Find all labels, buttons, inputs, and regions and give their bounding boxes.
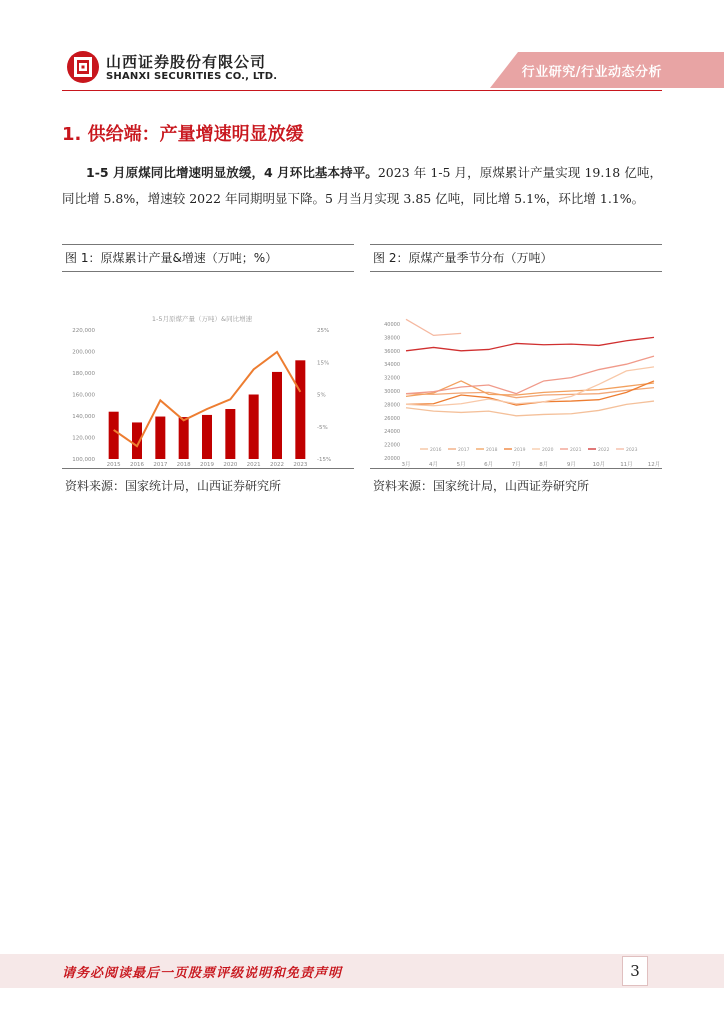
x-tick-label: 4月 — [429, 462, 439, 468]
x-tick-label: 2018 — [176, 462, 191, 468]
y-left-tick-label: 160,000 — [72, 392, 95, 399]
bar — [202, 415, 212, 459]
bar — [179, 417, 189, 459]
y-left-tick-label: 200,000 — [72, 349, 95, 356]
x-tick-label: 2015 — [106, 462, 121, 468]
bar — [272, 372, 282, 459]
legend-label: 2016 — [430, 448, 442, 453]
company-name-cn: 山西证券股份有限公司 — [106, 53, 267, 71]
bar — [109, 412, 119, 459]
company-name-en: SHANXI SECURITIES CO., LTD. — [106, 71, 278, 82]
x-tick-label: 2019 — [200, 462, 214, 468]
x-tick-label: 9月 — [566, 462, 576, 468]
legend-label: 2023 — [626, 448, 638, 453]
y-tick-label: 22000 — [384, 442, 400, 449]
y-right-tick-label: -15% — [317, 457, 332, 463]
y-right-tick-label: 15% — [317, 360, 330, 367]
y-tick-label: 38000 — [384, 335, 400, 342]
legend-label: 2018 — [486, 448, 498, 453]
y-left-tick-label: 220,000 — [72, 328, 95, 334]
header-divider — [62, 90, 662, 91]
chart-1-title: 1-5月原煤产量（万吨）&同比增速 — [151, 315, 253, 323]
legend-label: 2022 — [598, 448, 610, 453]
page-number: 3 — [622, 956, 648, 986]
legend-label: 2020 — [542, 448, 554, 453]
figure-1-title: 图 1：原煤累计产量&增速（万吨；%） — [62, 244, 354, 272]
y-right-tick-label: -5% — [317, 424, 328, 431]
y-tick-label: 28000 — [384, 402, 400, 409]
y-left-tick-label: 120,000 — [72, 435, 95, 442]
company-logo-icon — [66, 50, 100, 84]
y-tick-label: 36000 — [384, 348, 400, 355]
x-tick-label: 11月 — [620, 462, 633, 468]
summary-lead: 1-5 月原煤同比增速明显放缓，4 月环比基本持平。 — [86, 165, 378, 180]
figure-2-title: 图 2：原煤产量季节分布（万吨） — [370, 244, 662, 272]
figure-1 — [62, 244, 354, 494]
page-header — [0, 0, 724, 95]
bar — [155, 417, 165, 459]
x-tick-label: 7月 — [511, 462, 521, 468]
y-left-tick-label: 180,000 — [72, 371, 95, 377]
x-tick-label: 6月 — [484, 462, 494, 468]
figure-2-source: 资料来源：国家统计局，山西证券研究所 — [373, 479, 590, 493]
y-left-tick-label: 140,000 — [72, 414, 95, 420]
legend-label: 2021 — [570, 448, 582, 453]
y-right-tick-label: 25% — [317, 328, 330, 334]
seasonal-production-chart — [370, 272, 662, 468]
x-tick-label: 2017 — [153, 462, 168, 468]
disclaimer-notice: 请务必阅读最后一页股票评级说明和免责声明 — [62, 966, 343, 981]
figure-1-body — [62, 272, 354, 469]
x-tick-label: 2023 — [293, 462, 308, 468]
bar — [249, 395, 259, 460]
section-title: 1. 供给端：产量增速明显放缓 — [62, 124, 304, 145]
y-tick-label: 24000 — [384, 429, 400, 436]
legend-label: 2019 — [514, 448, 526, 453]
legend-label: 2017 — [458, 448, 470, 453]
figure-2-body — [370, 272, 662, 469]
summary-body: 2023 年 1-5 月，原煤累计产量实现 19.18 亿吨，同比增 5.8%，增速较 2022 年同期明显下降。5 月当月实现 3.85 亿吨，同比增 5.1%，环比增 1.1%。 — [62, 165, 662, 206]
series-line-2019 — [406, 381, 654, 405]
x-tick-label: 2020 — [223, 462, 238, 468]
x-tick-label: 10月 — [592, 462, 606, 468]
report-type-label: 行业研究/行业动态分析 — [521, 65, 662, 80]
y-tick-label: 20000 — [384, 456, 400, 462]
series-line-2023 — [406, 319, 461, 335]
figure-1-source: 资料来源：国家统计局，山西证券研究所 — [65, 479, 282, 493]
x-tick-label: 5月 — [456, 462, 466, 468]
production-growth-chart — [62, 272, 354, 468]
y-left-tick-label: 100,000 — [72, 457, 95, 463]
x-tick-label: 2022 — [270, 462, 284, 468]
y-tick-label: 30000 — [384, 389, 400, 395]
bar — [225, 409, 235, 459]
series-line-2022 — [406, 337, 654, 350]
y-tick-label: 26000 — [384, 415, 400, 422]
x-tick-label: 8月 — [539, 462, 549, 468]
figure-2 — [370, 244, 662, 494]
y-tick-label: 40000 — [384, 322, 400, 328]
x-tick-label: 3月 — [401, 462, 411, 468]
y-tick-label: 32000 — [384, 375, 400, 382]
summary-paragraph — [62, 160, 662, 212]
x-tick-label: 12月 — [647, 462, 661, 468]
y-tick-label: 34000 — [384, 362, 400, 369]
series-line-2020 — [406, 367, 654, 406]
x-tick-label: 2016 — [130, 462, 144, 468]
bar — [295, 360, 305, 459]
x-tick-label: 2021 — [246, 462, 261, 468]
y-right-tick-label: 5% — [317, 392, 326, 399]
